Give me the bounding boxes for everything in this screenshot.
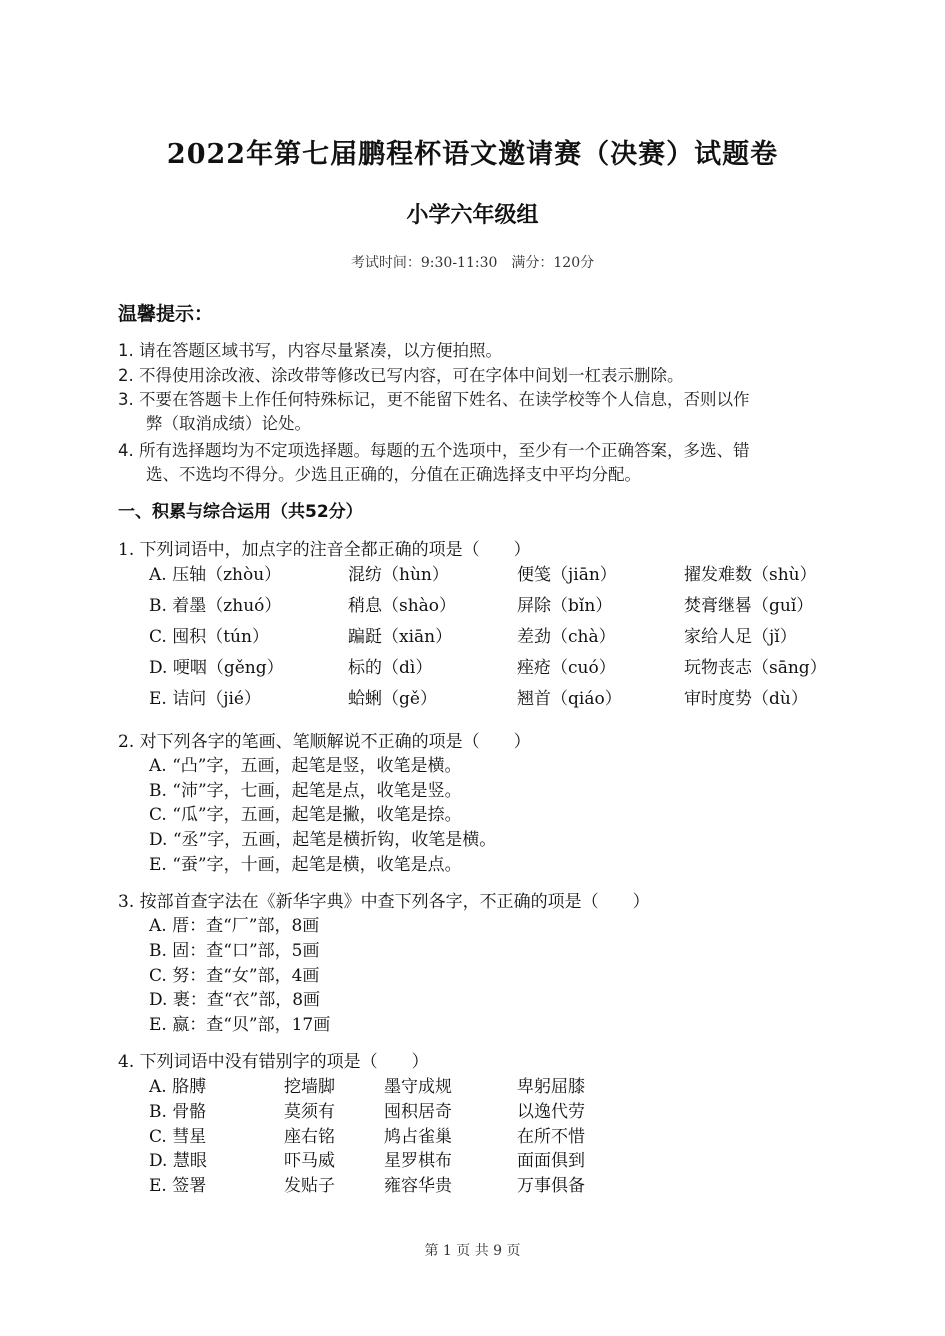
page-number: 第 1 页 共 9 页 (424, 1243, 521, 1259)
question-1-option: 翘首（qiáo） (517, 689, 622, 709)
question-1-option: 焚膏继晷（guǐ） (684, 596, 814, 616)
tip-item: 弊（取消成绩）论处。 (146, 414, 311, 433)
tip-item: 选、不选均不得分。少选且正确的，分值在正确选择支中平均分配。 (146, 465, 641, 484)
question-2-stem: 2. 对下列各字的笔画、笔顺解说不正确的项是（ ） (118, 732, 531, 752)
question-4-option: 莫须有 (284, 1101, 335, 1122)
question-4-option: 卑躬屈膝 (517, 1077, 585, 1097)
question-1-option: 标的（dì） (348, 658, 433, 678)
section-heading: 一、积累与综合运用（共52分） (118, 502, 363, 522)
question-3-option: D. 裹：查“衣”部，8画 (149, 990, 321, 1010)
question-3-option: E. 嬴：查“贝”部，17画 (149, 1015, 331, 1035)
tips-heading: 温馨提示： (118, 303, 214, 325)
question-1-option: 差劲（chà） (517, 627, 616, 647)
question-4-option: 在所不惜 (517, 1126, 585, 1147)
question-2-option: E. “蚕”字，十画，起笔是横，收笔是点。 (149, 855, 462, 875)
question-1-option: 蛤蜊（gě） (348, 689, 437, 709)
question-4-option: A. 胳膊 (149, 1077, 207, 1097)
question-4-option: E. 签署 (149, 1176, 207, 1197)
question-2-option: C. “瓜”字，五画，起笔是撇，收笔是捺。 (149, 805, 462, 825)
question-4-option: C. 彗星 (149, 1126, 207, 1147)
question-4-option: 雍容华贵 (384, 1176, 452, 1197)
question-4-option: 鸠占雀巢 (384, 1126, 452, 1147)
question-1-option: E. 诘问（jié） (149, 689, 261, 709)
question-1-option: 便笺（jiān） (517, 565, 617, 585)
question-1-option: 混纺（hùn） (348, 565, 449, 585)
question-3-option: A. 厝：查“厂”部，8画 (149, 916, 320, 936)
page-title: 2022年第七届鹏程杯语文邀请赛（决赛）试题卷 (166, 139, 779, 170)
question-1-option: A. 压轴（zhòu） (149, 565, 282, 585)
question-1-option: 屏除（bǐn） (517, 596, 613, 616)
question-1-option: 痤疮（cuó） (517, 658, 616, 678)
question-1-stem: 1. 下列词语中，加点字的注音全都正确的项是（ ） (118, 540, 531, 560)
tip-item: 2. 不得使用涂改液、涂改带等修改已写内容，可在字体中间划一杠表示删除。 (118, 366, 684, 385)
exam-info: 考试时间：9:30-11:30 满分：120分 (350, 255, 595, 271)
question-1-option: 家给人足（jǐ） (684, 627, 797, 647)
question-4-stem: 4. 下列词语中没有错别字的项是（ ） (118, 1052, 429, 1072)
question-1-option: 擢发难数（shù） (684, 565, 817, 585)
question-2-option: A. “凸”字，五画，起笔是竖，收笔是横。 (149, 756, 462, 776)
question-3-option: B. 固：查“口”部，5画 (149, 941, 320, 961)
tip-item: 4. 所有选择题均为不定项选择题。每题的五个选项中，至少有一个正确答案，多选、错 (118, 441, 750, 460)
question-4-option: 面面俱到 (517, 1151, 585, 1172)
question-4-option: 万事俱备 (517, 1176, 585, 1197)
tip-item: 1. 请在答题区域书写，内容尽量紧凑，以方便拍照。 (118, 341, 502, 360)
tip-item: 3. 不要在答题卡上作任何特殊标记，更不能留下姓名、在读学校等个人信息，否则以作 (118, 390, 750, 409)
question-2-option: B. “沛”字，七画，起笔是点，收笔是竖。 (149, 781, 462, 801)
question-1-option: C. 囤积（tún） (149, 627, 269, 647)
question-4-option: 星罗棋布 (384, 1151, 452, 1172)
page-subtitle: 小学六年级组 (406, 202, 539, 228)
question-3-stem: 3. 按部首查字法在《新华字典》中查下列各字，不正确的项是（ ） (118, 892, 650, 912)
question-1-option: D. 哽咽（gěng） (149, 658, 284, 678)
question-1-option: 审时度势（dù） (684, 689, 808, 709)
question-4-option: 吓马威 (284, 1151, 335, 1172)
question-4-option: 以逸代劳 (517, 1101, 585, 1122)
question-3-option: C. 努：查“女”部，4画 (149, 966, 320, 986)
question-1-option: B. 着墨（zhuó） (149, 596, 282, 616)
question-4-option: 墨守成规 (384, 1077, 452, 1097)
question-4-option: 座右铭 (284, 1126, 335, 1147)
question-1-option: 蹁跹（xiān） (348, 627, 453, 647)
question-4-option: 发贴子 (284, 1176, 335, 1197)
question-2-option: D. “丞”字，五画，起笔是横折钩，收笔是横。 (149, 830, 497, 850)
question-1-option: 玩物丧志（sāng） (684, 658, 827, 678)
question-4-option: 囤积居奇 (384, 1101, 452, 1122)
question-4-option: D. 慧眼 (149, 1151, 207, 1172)
question-4-option: 挖墙脚 (284, 1077, 335, 1097)
question-4-option: B. 骨骼 (149, 1101, 207, 1122)
question-1-option: 稍息（shào） (348, 596, 457, 616)
